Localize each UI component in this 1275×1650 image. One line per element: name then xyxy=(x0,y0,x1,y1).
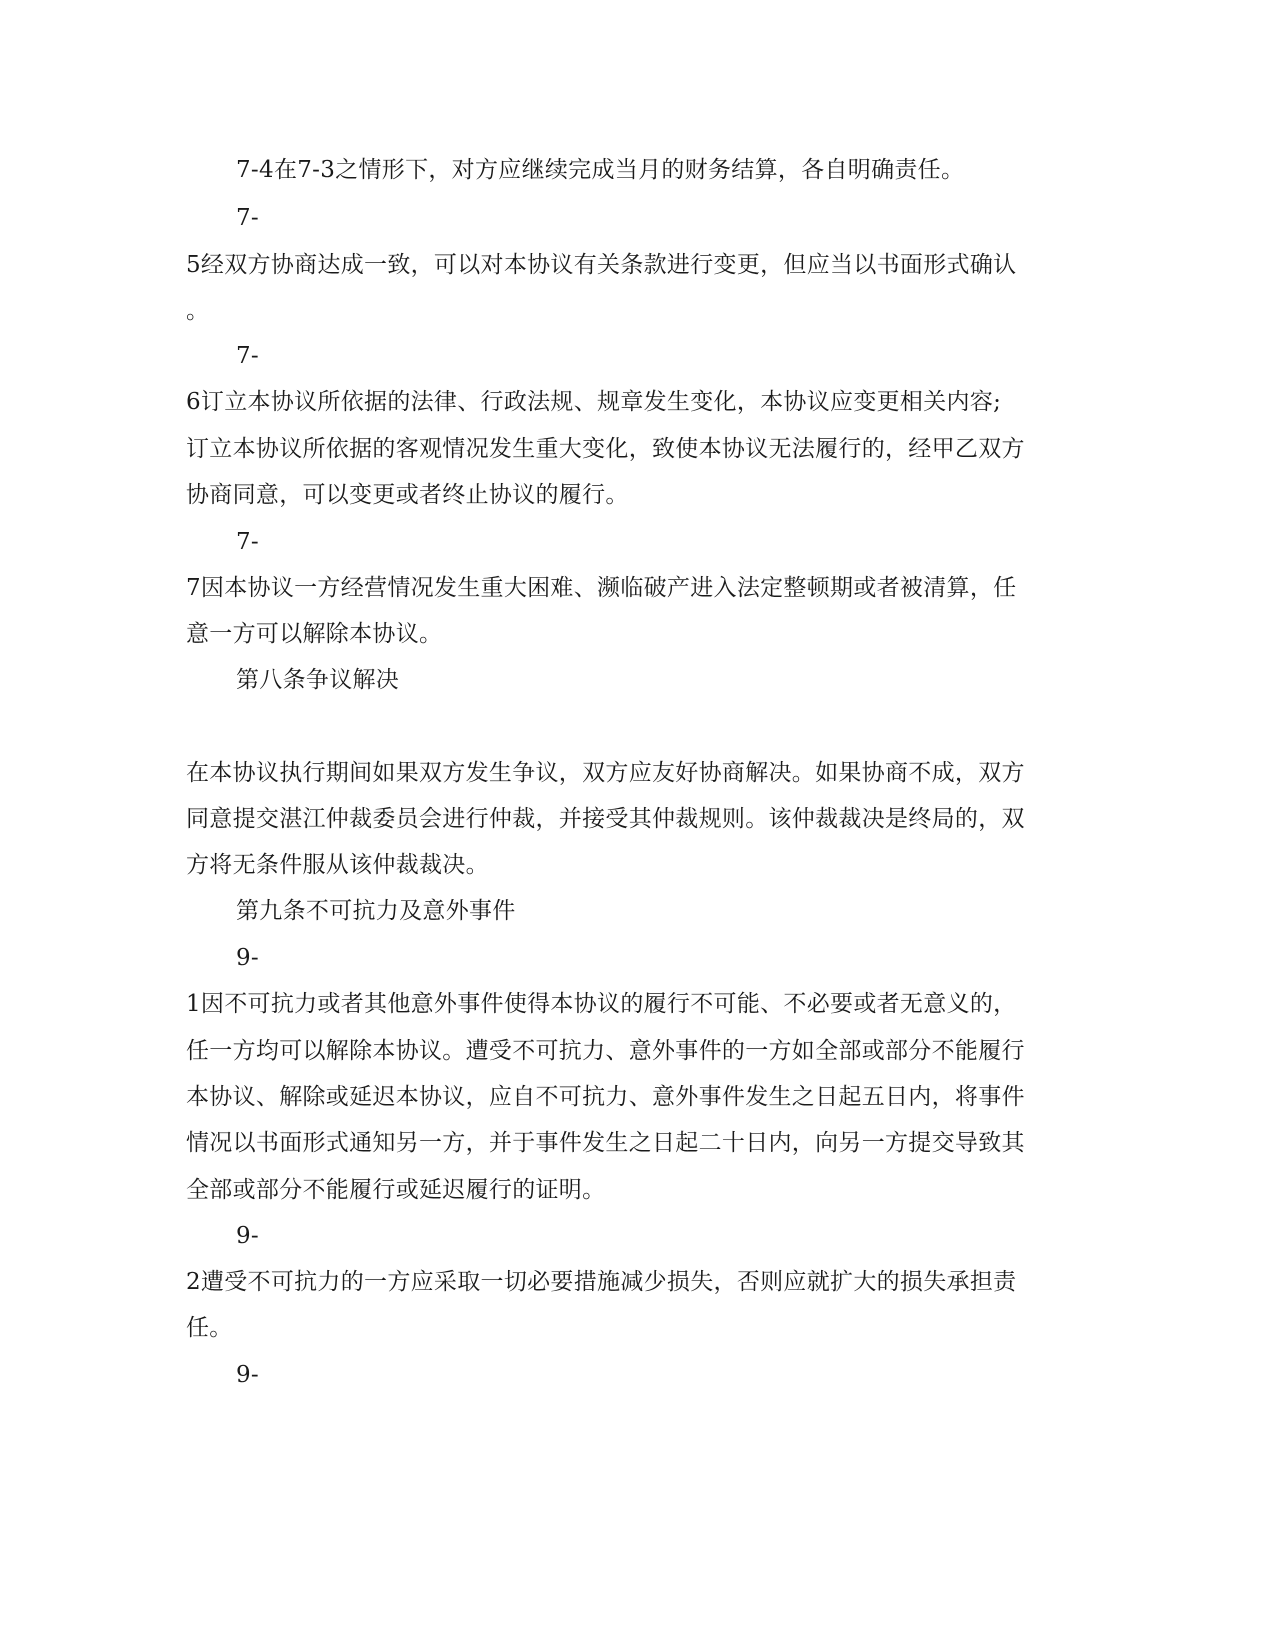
clause-7-4-text: 7-4在7-3之情形下，对方应继续完成当月的财务结算，各自明确责任。 xyxy=(236,157,965,183)
section-8-text: 在本协议执行期间如果双方发生争议，双方应友好协商解决。如果协商不成，双方 xyxy=(186,760,1025,786)
clause-9-2-number: 9- xyxy=(236,1223,260,1249)
clause-7-5-text: 5经双方协商达成一致，可以对本协议有关条款进行变更，但应当以书面形式确认 xyxy=(186,252,1017,278)
clause-7-6-text: 6订立本协议所依据的法律、行政法规、规章发生变化，本协议应变更相关内容; xyxy=(186,389,1002,415)
clause-7-7-text: 7因本协议一方经营情况发生重大困难、濒临破产进入法定整顿期或者被清算，任 xyxy=(186,575,1017,601)
clause-7-7-text: 意一方可以解除本协议。 xyxy=(186,621,443,647)
clause-9-2-text: 2遭受不可抗力的一方应采取一切必要措施减少损失，否则应就扩大的损失承担责 xyxy=(186,1269,1017,1295)
section-8-heading: 第八条争议解决 xyxy=(236,667,400,693)
clause-9-1-text: 1因不可抗力或者其他意外事件使得本协议的履行不可能、不必要或者无意义的， xyxy=(186,991,1017,1017)
clause-9-1-text: 本协议、解除或延迟本协议，应自不可抗力、意外事件发生之日起五日内，将事件 xyxy=(186,1084,1025,1110)
clause-9-1-text: 情况以书面形式通知另一方，并于事件发生之日起二十日内，向另一方提交导致其 xyxy=(186,1130,1025,1156)
clause-9-1-text: 任一方均可以解除本协议。遭受不可抗力、意外事件的一方如全部或部分不能履行 xyxy=(186,1038,1025,1064)
clause-9-2-text: 任。 xyxy=(186,1315,233,1341)
clause-7-5-number: 7- xyxy=(236,205,260,231)
section-9-heading: 第九条不可抗力及意外事件 xyxy=(236,898,516,924)
clause-7-5-text-end: 。 xyxy=(186,298,210,324)
clause-7-6-number: 7- xyxy=(236,343,260,369)
clause-9-1-number: 9- xyxy=(236,945,260,971)
clause-9-3-number: 9- xyxy=(236,1362,260,1388)
clause-7-7-number: 7- xyxy=(236,529,260,555)
clause-9-1-text: 全部或部分不能履行或延迟履行的证明。 xyxy=(186,1177,606,1203)
section-8-text: 方将无条件服从该仲裁裁决。 xyxy=(186,852,489,878)
section-8-text: 同意提交湛江仲裁委员会进行仲裁，并接受其仲裁规则。该仲裁裁决是终局的，双 xyxy=(186,806,1025,832)
clause-7-6-text: 协商同意，可以变更或者终止协议的履行。 xyxy=(186,482,629,508)
clause-7-6-text: 订立本协议所依据的客观情况发生重大变化，致使本协议无法履行的，经甲乙双方 xyxy=(186,436,1025,462)
